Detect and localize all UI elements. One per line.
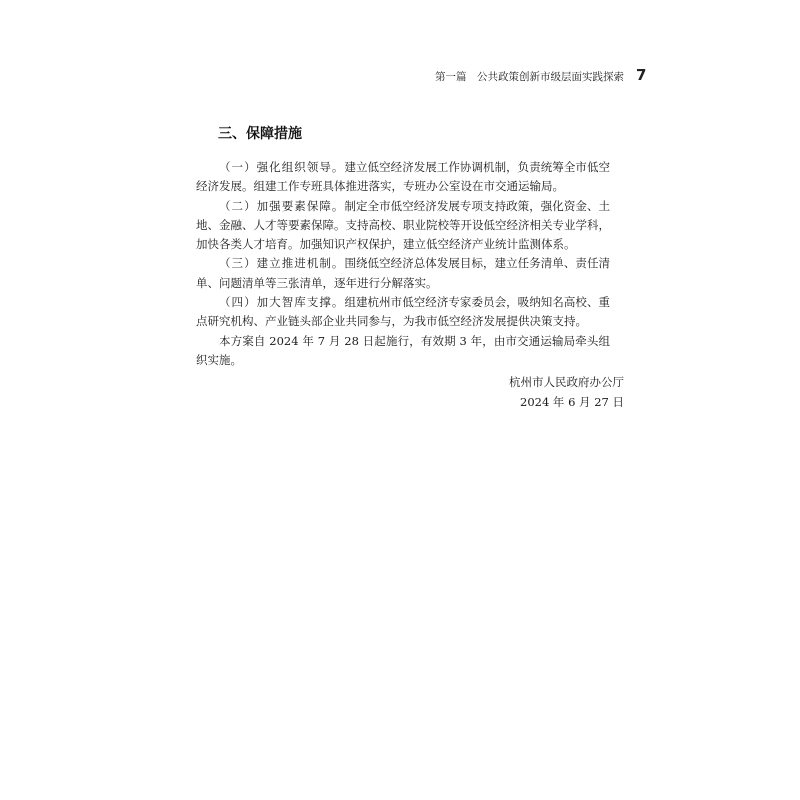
section-title: 三、保障措施: [218, 126, 302, 142]
paragraph-think-tank: [196, 293, 610, 332]
issuer-name: 杭州市人民政府办公厅: [509, 375, 624, 389]
running-title: 第一篇 公共政策创新市级层面实践探索: [435, 71, 624, 83]
issue-date: 2024 年 6 月 27 日: [520, 394, 624, 409]
page-number: 7: [636, 66, 647, 84]
paragraph-text: 围绕低空经济总体发展目标，建立任务清单、责任清单、问题清单等三张清单，逐年进行分解落实。: [196, 256, 610, 290]
paragraph-effective-date: [196, 332, 610, 371]
paragraph-lead: （三）建立推进机制。: [219, 256, 345, 271]
running-header: [435, 66, 647, 84]
paragraph-text: 制定全市低空经济发展专项支持政策，强化资金、土地、金融、人才等要素保障。支持高校、职业院校等开设低空经济相关专业学科，加快各类人才培育。加强知识产权保护，建立低空经济产业统计监测体系。: [196, 198, 610, 252]
paragraph-text: 本方案自 2024 年 7 月 28 日起施行，有效期 3 年，由市交通运输局牵头组织实施。: [196, 333, 610, 367]
paragraph-lead: （一）强化组织领导。: [219, 160, 345, 174]
paragraph-text: 建立低空经济发展工作协调机制，负责统筹全市低空经济发展。组建工作专班具体推进落实，专班办公室设在市交通运输局。: [196, 160, 610, 194]
paragraph-lead: （四）加大智库支撑。: [219, 295, 345, 310]
paragraph-text: 组建杭州市低空经济专家委员会，吸纳知名高校、重点研究机构、产业链头部企业共同参与，为我市低空经济发展提供决策支持。: [196, 295, 610, 329]
paragraph-resources: [196, 197, 610, 255]
body-text: [196, 158, 610, 370]
paragraph-organization: [196, 158, 610, 197]
signature-block: [509, 373, 624, 412]
paragraph-lead: （二）加强要素保障。: [219, 198, 345, 213]
paragraph-mechanism: [196, 254, 610, 293]
